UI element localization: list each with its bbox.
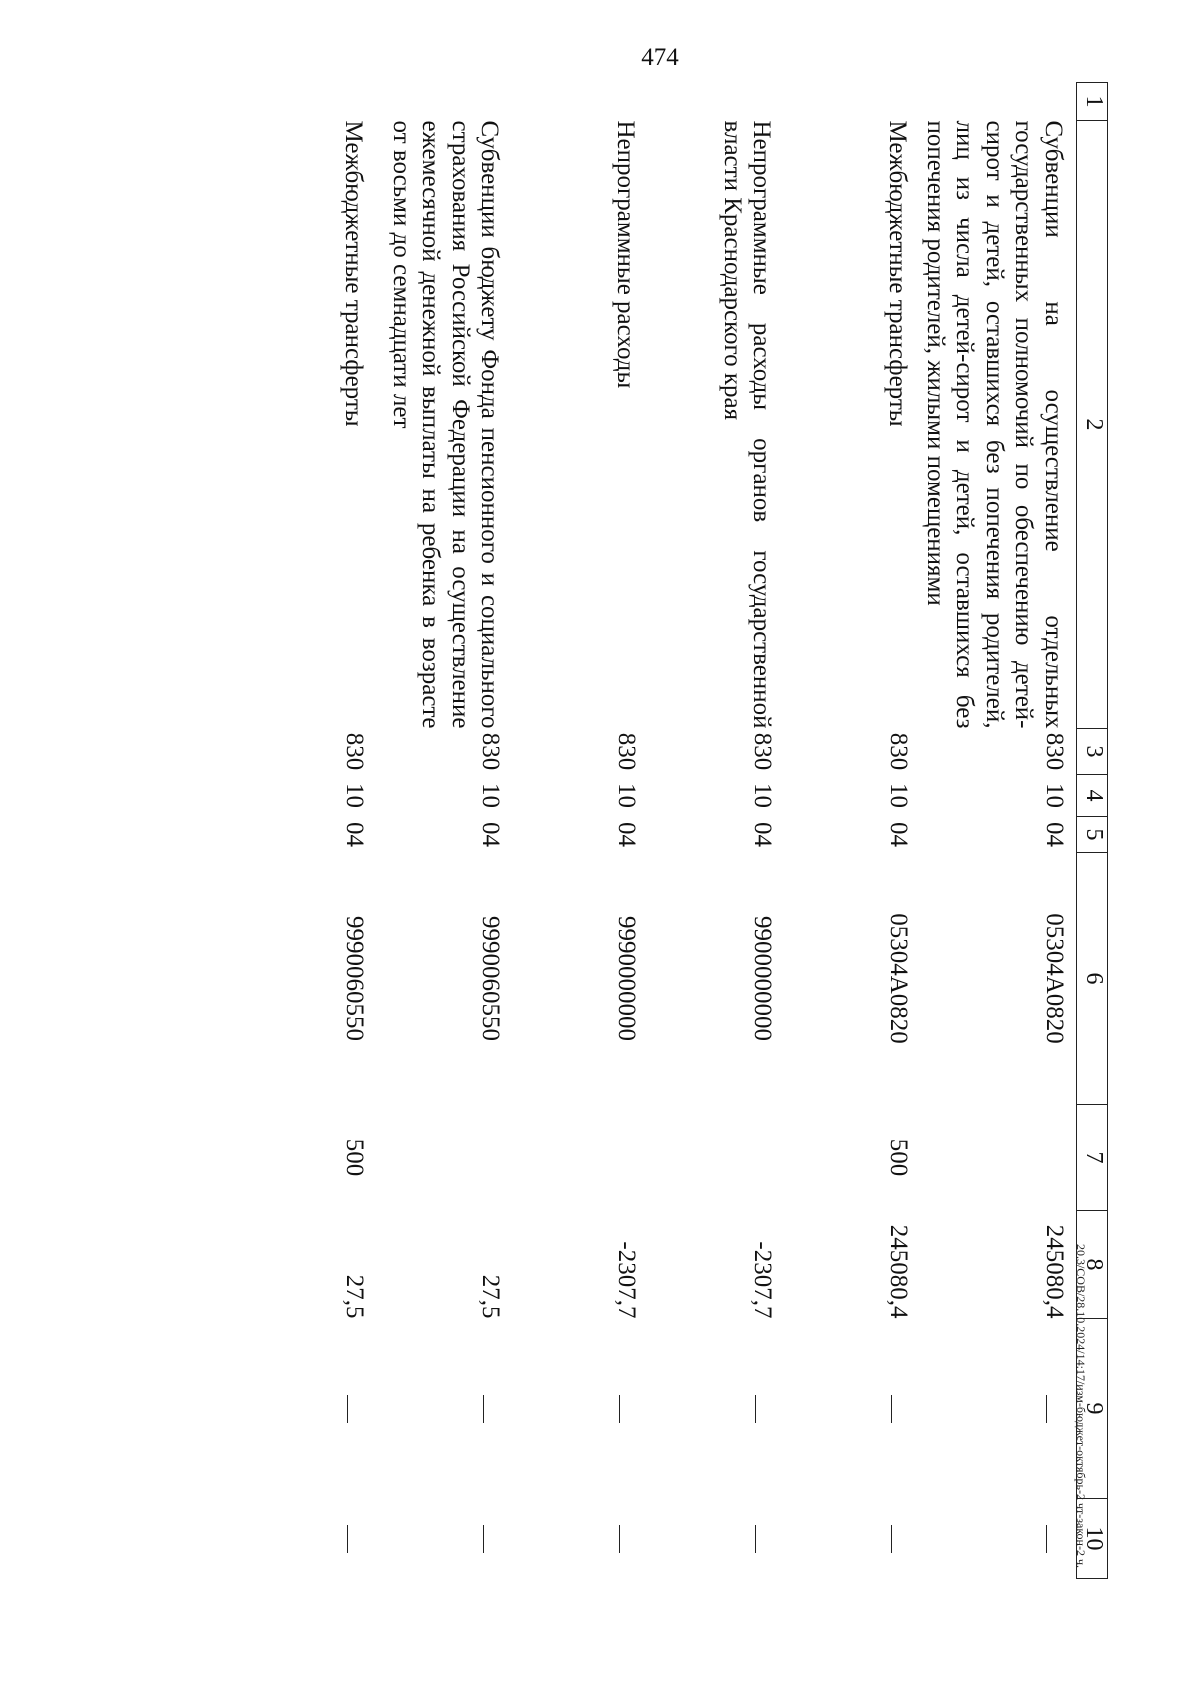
row-col6: 9990060550: [341, 916, 369, 1041]
row-col10: [513, 1499, 649, 1579]
row-col5: 04: [477, 822, 505, 847]
table-row: [921, 83, 1077, 1579]
row-col5: 04: [341, 822, 369, 847]
row-col8: 27,5: [341, 1274, 369, 1319]
row-col7: [649, 1105, 785, 1211]
dash-mark: [755, 1395, 756, 1423]
row-col9: [241, 1319, 377, 1499]
dash-mark: [347, 1525, 348, 1553]
row-description: Непрограммные расходы: [612, 120, 640, 389]
row-col5: 04: [749, 822, 777, 847]
row-col6: 05304А0820: [1041, 913, 1068, 1044]
header-col-4: 4: [1077, 775, 1108, 817]
budget-table: [105, 82, 1109, 1579]
table-row: [241, 83, 377, 1579]
row-col8: 245080,4: [885, 1224, 913, 1319]
filler-cell: [105, 853, 241, 1105]
row-col3: 830: [613, 732, 641, 771]
row-col3: 830: [1041, 732, 1068, 771]
row-col4: 10: [613, 783, 641, 808]
filler-cell: [105, 121, 241, 729]
row-blank-cell: [241, 83, 377, 121]
row-description: Межбюджетные трансферты: [884, 120, 912, 427]
row-description: Непрограммные расходы органов государственной власти Краснодарского края: [719, 120, 776, 729]
row-col4: 10: [885, 783, 913, 808]
header-col-6: 6: [1077, 853, 1108, 1105]
row-col4: 10: [749, 783, 777, 808]
table-row: [513, 83, 649, 1579]
row-col3: 830: [341, 732, 369, 771]
rotated-page-content: [188, 82, 1108, 1578]
row-col3: 830: [477, 732, 505, 771]
row-col10: [785, 1499, 921, 1579]
filler-cell: [105, 817, 241, 853]
row-col9: [785, 1319, 921, 1499]
filler-cell: [105, 775, 241, 817]
row-col4: 10: [341, 783, 369, 808]
row-col9: [377, 1319, 513, 1499]
row-col9: [921, 1319, 1077, 1499]
row-blank-cell: [513, 83, 649, 121]
row-blank-cell: [785, 83, 921, 121]
dash-mark: [891, 1395, 892, 1423]
dash-mark: [483, 1525, 484, 1553]
row-col6: 05304А0820: [885, 913, 913, 1044]
header-col-10: 10: [1077, 1499, 1108, 1579]
row-col7: 500: [341, 1138, 369, 1177]
row-col3: 830: [885, 732, 913, 771]
dash-mark: [1046, 1525, 1047, 1553]
header-col-7: 7: [1077, 1105, 1108, 1211]
dash-mark: [891, 1525, 892, 1553]
row-blank-cell: [377, 83, 513, 121]
row-col6: 9990000000: [613, 916, 641, 1041]
row-blank-cell: [649, 83, 785, 121]
header-col-8: 8: [1077, 1211, 1108, 1319]
table-row: [649, 83, 785, 1579]
row-description: Субвенции на осуществление отдельных государственных полномочий по обеспечению детей-сирот и детей, оставшихся без попечения родителей, лиц из числа детей-сирот и детей, оставшихся без попечения родителей, жилыми помещениями: [922, 120, 1067, 729]
row-description: Межбюджетные трансферты: [340, 120, 368, 427]
row-col3: 830: [749, 732, 777, 771]
row-col4: 10: [477, 783, 505, 808]
row-col5: 04: [1041, 822, 1068, 847]
row-col8: -2307,7: [613, 1241, 641, 1319]
row-col8: 245080,4: [1041, 1224, 1068, 1319]
filler-cell: [105, 1319, 241, 1499]
row-col10: [377, 1499, 513, 1579]
row-col10: [241, 1499, 377, 1579]
row-col5: 04: [613, 822, 641, 847]
header-col-2: 2: [1077, 121, 1108, 729]
row-col6: 9900000000: [749, 916, 777, 1041]
row-col8: -2307,7: [749, 1241, 777, 1319]
table-header-row: [1077, 83, 1108, 1579]
dash-mark: [619, 1525, 620, 1553]
dash-mark: [347, 1395, 348, 1423]
row-col6: 9990060550: [477, 916, 505, 1041]
header-col-9: 9: [1077, 1319, 1108, 1499]
dash-mark: [755, 1525, 756, 1553]
page-number: 474: [641, 44, 679, 71]
row-col8: 27,5: [477, 1274, 505, 1319]
filler-cell: [105, 1105, 241, 1211]
row-col9: [513, 1319, 649, 1499]
filler-cell: [105, 1211, 241, 1319]
table-row: [785, 83, 921, 1579]
row-col7: [921, 1105, 1077, 1211]
row-col10: [921, 1499, 1077, 1579]
dash-mark: [1046, 1395, 1047, 1423]
row-col9: [649, 1319, 785, 1499]
row-col7: 500: [885, 1138, 913, 1177]
filler-cell: [105, 729, 241, 775]
row-col5: 04: [885, 822, 913, 847]
document-footer: 20.3/СОВ/28.10.2024/14:17/изм-бюджет-октябрь-2 чт-закон-2 ч.: [1074, 1243, 1088, 1568]
filler-cell: [105, 83, 241, 121]
row-description: Субвенции бюджету Фонда пенсионного и социального страхования Российской Федерации на осуществление ежемесячной денежной выплаты на ребенка в возрасте от восьми до семнадцати лет: [388, 120, 504, 729]
dash-mark: [483, 1395, 484, 1423]
table-filler-row: [105, 83, 241, 1579]
header-col-1: 1: [1077, 83, 1108, 121]
row-col7: [513, 1105, 649, 1211]
header-col-5: 5: [1077, 817, 1108, 853]
filler-cell: [105, 1499, 241, 1579]
table-row: [377, 83, 513, 1579]
dash-mark: [619, 1395, 620, 1423]
header-col-3: 3: [1077, 729, 1108, 775]
row-col4: 10: [1041, 783, 1068, 808]
row-blank-cell: [921, 83, 1077, 121]
row-col10: [649, 1499, 785, 1579]
row-col7: [377, 1105, 513, 1211]
